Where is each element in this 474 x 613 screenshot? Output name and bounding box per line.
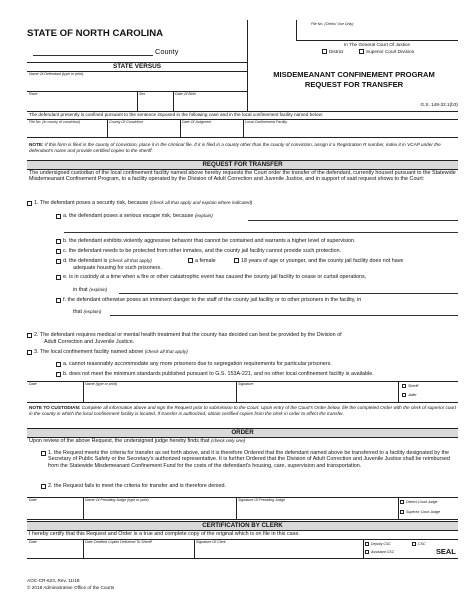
csc-option[interactable]: CSC: [412, 542, 426, 546]
c-checkbox[interactable]: [56, 249, 61, 254]
assistant-csc-checkbox[interactable]: [365, 550, 369, 554]
district-judge-checkbox[interactable]: [400, 500, 404, 504]
d-checkbox[interactable]: [56, 259, 61, 264]
form-title: MISDEMEANANT CONFINEMENT PROGRAM REQUEST FOR TRANSFER: [273, 70, 435, 89]
a3-text: a. cannot reasonably accommodate any more prisoners due to segregation requirements for particular prisoners.: [63, 361, 332, 367]
f-text: f. the defendant otherwise poses an imminent danger to the staff of the county jail facility or to other prisoners in the facility, in: [63, 297, 362, 303]
deputy-csc-option[interactable]: Deputy CSC: [365, 542, 391, 546]
order2-text: 2. the Request fails to meet the criteria for transfer and is therefore denied.: [48, 483, 226, 489]
f-checkbox[interactable]: [56, 298, 61, 303]
defendant-name-label: Name Of Defendant (type or print): [29, 72, 84, 76]
b3-checkbox[interactable]: [56, 372, 61, 377]
item2-text: 2. The defendant requires medical or mental health treatment that the county has decided can best be provided by the Division of: [34, 332, 342, 338]
f-cont-text: that (explain): [73, 309, 102, 315]
request-date-label: Date: [29, 382, 37, 386]
assistant-csc-option[interactable]: Assistant CSC: [365, 550, 394, 554]
d-female-option[interactable]: a female: [188, 258, 216, 265]
file-no-label: File No. (Clerks' Use Only): [311, 22, 354, 26]
sheriff-checkbox[interactable]: [402, 384, 406, 388]
a3-checkbox[interactable]: [56, 362, 61, 367]
confinement-intro: The defendant presently is confined pursuant to the sentence imposed in the following case and in the local confinement facility named below:: [29, 112, 324, 117]
judgment-date-label: Date Of Judgment: [182, 120, 212, 124]
order-date-label: Date: [29, 498, 37, 502]
sex-label: Sex: [139, 92, 146, 96]
sheriff-option[interactable]: Sheriff: [402, 384, 418, 388]
district-option[interactable]: District: [322, 49, 343, 55]
superior-judge-checkbox[interactable]: [400, 510, 404, 514]
f-explain-line[interactable]: [110, 315, 458, 316]
e-checkbox[interactable]: [56, 275, 61, 280]
item1-text: 1. The defendant poses a security risk, because (check all that apply and explain where indicated): [34, 200, 253, 206]
seal-label: SEAL: [436, 547, 456, 556]
custodian-note: NOTE TO CUSTODIAN: Complete all information above and sign the Request prior to submission to the Court. Upon entry of the Court's Order below, file the completed Order with the clerk of superior court in the county in which the local confinement facility is located. If transfer is authorized, obtain certified copies from the clerk in order to effect the transfer.: [29, 405, 456, 416]
district-checkbox[interactable]: [322, 49, 327, 54]
cert-heading: CERTIFICATION BY CLERK: [27, 521, 458, 531]
deputy-csc-checkbox[interactable]: [365, 542, 369, 546]
e-text: e. is in custody at a time when a fire or other catastrophic event has caused the county jail facility to cease or curtail operations,: [63, 274, 367, 280]
item3-text: 3. The local confinement facility named above (check all that apply): [34, 349, 188, 355]
copyright: © 2018 Administrative Office of the Courts: [27, 585, 115, 590]
filing-note: NOTE: If this form is filed in the county of conviction, place it in the criminal file. If it is filed in a county other than the county of conviction, assign it a Registration R number, index it in VCAP under the defendant's name and provide certified copies to the sheriff.: [29, 142, 441, 153]
superior-judge-option[interactable]: Superior Court Judge: [400, 510, 440, 514]
conviction-file-no-label: File No. (in county of conviction): [29, 120, 81, 124]
jailer-option[interactable]: Jailer: [402, 393, 417, 397]
c-text: c. the defendant needs to be protected from other inmates, and the county jail facility cannot provide such protection.: [63, 248, 342, 254]
state-versus: STATE VERSUS: [112, 63, 162, 70]
jailer-checkbox[interactable]: [402, 393, 406, 397]
state-title: STATE OF NORTH CAROLINA: [27, 28, 164, 39]
order1-text: 1. the Request meets the criteria for transfer as set forth above, and it is therefore Ordered that the defendant named above be transferred to a facility designated by the Secretary of Public Safety or the Secretary's authorized representative. It is further Ordered that the Division of Adult Correction and Juvenile Justice shall be reimbursed from the Statewide Misdemeanant Confinement Fund for the costs of the defendant's housing, care, supervision and transportation.: [48, 450, 450, 469]
court-label: In The General Court Of Justice: [343, 42, 411, 47]
superior-checkbox[interactable]: [359, 49, 364, 54]
request-name-label: Name (type or print): [85, 382, 117, 386]
b-checkbox[interactable]: [56, 239, 61, 244]
request-heading: REQUEST FOR TRANSFER: [27, 160, 458, 170]
d-female-checkbox[interactable]: [188, 258, 193, 263]
clerk-signature-label: Signature Of Clerk: [196, 540, 226, 544]
request-signature-label: Signature: [238, 382, 254, 386]
order1-checkbox[interactable]: [41, 451, 46, 456]
request-intro: The undersigned custodian of the local confinement facility named above hereby requests the Court order the transfer of the defendant, currently housed pursuant to the Statewide Misdemeanant Confinement Program, to a facility operated by the Division of Adult Correction and Juvenile Justice, and in support of said request shows to the Court:: [29, 170, 456, 183]
item2-cont-text: Adult Correction and Juvenile Justice.: [44, 339, 135, 345]
d-age-option[interactable]: 18 years of age or younger, and the county jail facility does not have: [234, 258, 458, 265]
item3-checkbox[interactable]: [27, 350, 32, 355]
header-divider: [247, 20, 248, 62]
defendant-name-field[interactable]: [27, 76, 247, 90]
item2-checkbox[interactable]: [27, 333, 32, 338]
race-label: Race: [29, 92, 38, 96]
county-label: County: [155, 47, 179, 56]
county-line: [33, 55, 153, 56]
district-judge-option[interactable]: District Court Judge: [400, 500, 438, 504]
dob-label: Date Of Birth: [175, 92, 196, 96]
cert-text: I hereby certify that this Request and Order is a true and complete copy of the original which is on file in this case.: [29, 531, 300, 537]
csc-checkbox[interactable]: [412, 542, 416, 546]
facility-label: Local Confinement Facility: [245, 120, 288, 124]
b-text: b. the defendant exhibits violently aggressive behavior that cannot be contained and warrants a higher level of supervision.: [63, 238, 356, 244]
form-number: AOC-CR-623, Rev. 11/18: [27, 578, 80, 583]
cert-date-label: Date: [29, 540, 37, 544]
item1-checkbox[interactable]: [27, 201, 32, 206]
order-heading: ORDER: [27, 428, 458, 438]
a-explain-line[interactable]: [248, 220, 458, 221]
a-checkbox[interactable]: [56, 214, 61, 219]
order-intro: Upon review of the above Request, the undersigned judge hereby finds that (check only one): [29, 438, 246, 444]
conviction-county-label: County Of Conviction: [109, 120, 143, 124]
e-cont-text: in that (explain): [73, 287, 108, 293]
statute-ref: G.S. 148-32.1(b3): [420, 102, 458, 107]
judge-signature-label: Signature Of Presiding Judge: [238, 498, 285, 502]
b3-text: b. does not meet the minimum standards published pursuant to G.S. 153A-221, and no other local confinement facility is available.: [63, 371, 374, 377]
d-age-checkbox[interactable]: [234, 258, 239, 263]
judge-name-label: Name Of Presiding Judge (type or print): [85, 498, 149, 502]
e-explain-line[interactable]: [119, 293, 458, 294]
superior-option[interactable]: Superior Court Division: [359, 49, 414, 55]
delivered-date-label: Date Certified Copies Delivered To Sheriff: [85, 540, 152, 544]
d-cont-text: adequate housing for such prisoners.: [73, 265, 162, 271]
a-text: a. the defendant poses a serious escape risk, because (explain): [63, 213, 213, 219]
d-text: d. the defendant is (check all that apply): [63, 258, 152, 264]
order2-checkbox[interactable]: [41, 484, 46, 489]
